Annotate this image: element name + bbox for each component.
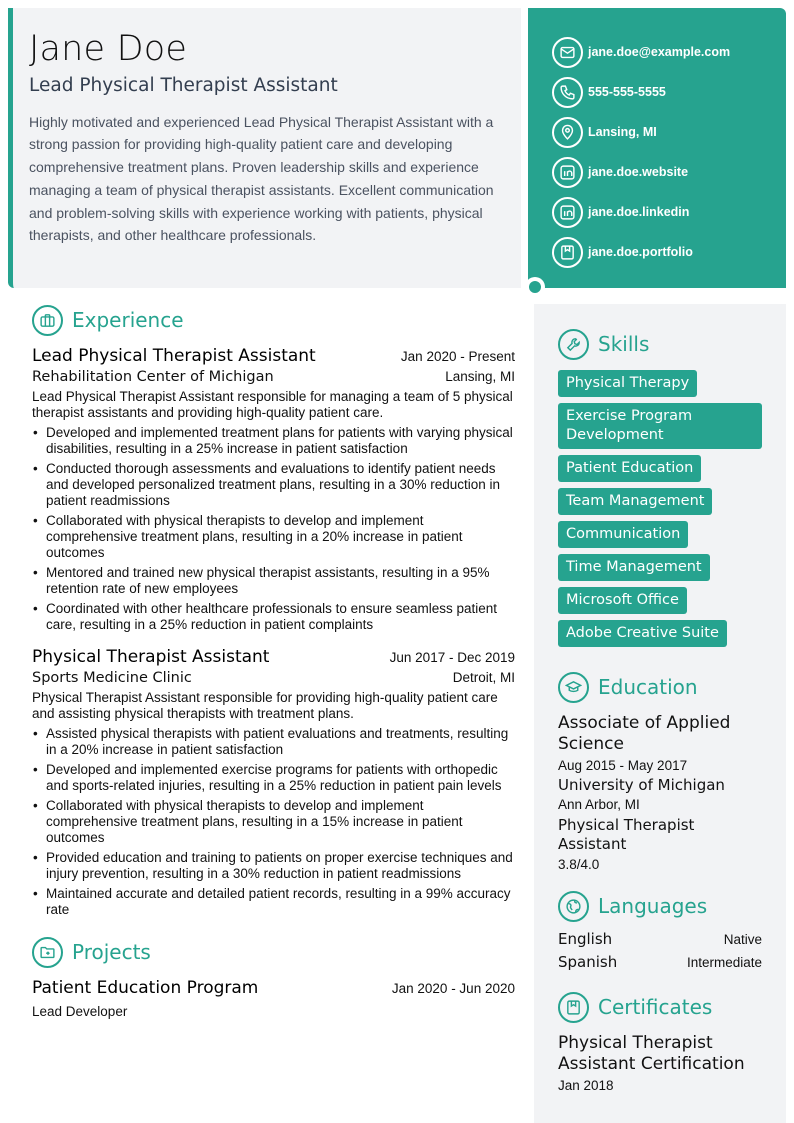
location-icon: [552, 117, 583, 148]
contact-panel: [528, 8, 786, 288]
list-item: • Maintained accurate and detailed patient records, resulting in a 99% accuracy rate: [32, 886, 515, 918]
skill-chip: Microsoft Office: [558, 587, 687, 614]
skill-chip: Physical Therapy: [558, 370, 697, 397]
language-level: Native: [723, 932, 762, 947]
skills-list: [558, 370, 762, 653]
list-item: • Collaborated with physical therapists to develop and implement comprehensive treatment plans, resulting in a 20% increase in patient outcomes: [32, 513, 515, 561]
language-row: [558, 930, 762, 948]
education-school: University of Michigan: [558, 776, 725, 794]
skills-heading: [558, 326, 762, 362]
experience-heading: [32, 302, 515, 338]
main-column: [32, 302, 515, 1020]
sidebar: [534, 304, 786, 1123]
header-panel: [8, 8, 521, 288]
graduation-cap-icon: [558, 672, 589, 703]
project-title: Patient Education Program: [32, 978, 259, 998]
linkedin-icon: [552, 157, 583, 188]
job-entry: [32, 346, 515, 633]
list-item: • Provided education and training to patients on proper exercise techniques and injury prevention, resulting in a 30% reduction in patient readmissions: [32, 850, 515, 882]
project-entry: [32, 978, 515, 1020]
portfolio-icon: [552, 237, 583, 268]
linkedin-icon: [552, 197, 583, 228]
candidate-title: Lead Physical Therapist Assistant: [29, 74, 338, 96]
email-icon: [552, 37, 583, 68]
skill-chip: Patient Education: [558, 455, 701, 482]
education-dates: Aug 2015 - May 2017: [558, 758, 688, 773]
list-item: • Collaborated with physical therapists to develop and implement comprehensive treatment plans, resulting in a 15% increase in patient outcomes: [32, 798, 515, 846]
contact-linkedin-text: jane.doe.linkedin: [588, 205, 690, 219]
contact-phone[interactable]: [552, 72, 786, 112]
skill-chip: Team Management: [558, 488, 712, 515]
job-location: Detroit, MI: [452, 670, 515, 685]
certificate-name: Physical Therapist Assistant Certification: [558, 1033, 745, 1074]
certificate-date: Jan 2018: [558, 1078, 614, 1093]
job-description: Lead Physical Therapist Assistant responsible for managing a team of 5 physical therapist assistants and providing high-quality patient care.: [32, 389, 513, 420]
education-degree: Associate of Applied Science: [558, 713, 731, 754]
certificate-icon: [558, 992, 589, 1023]
list-item: • Mentored and trained new physical therapist assistants, resulting in a 95% retention rate of new employees: [32, 565, 515, 597]
education-field: Physical Therapist Assistant: [558, 816, 695, 853]
skill-chip: Communication: [558, 521, 688, 548]
contact-email[interactable]: [552, 32, 786, 72]
list-item: • Coordinated with other healthcare professionals to ensure seamless patient care, resulting in a 25% reduction in patient complaints: [32, 601, 515, 633]
contact-phone-text: 555-555-5555: [588, 85, 666, 99]
summary-text: Highly motivated and experienced Lead Physical Therapist Assistant with a strong passion for providing high-quality patient care and developing comprehensive treatment plans. Proven leadership skills and experience managing a team of physical therapist assistants. Excellent communication and problem-solving skills with experience working with patients, physical therapists, and other healthcare professionals.: [29, 113, 494, 244]
job-location: Lansing, MI: [445, 369, 515, 384]
phone-icon: [552, 77, 583, 108]
experience-title: Experience: [72, 308, 184, 332]
skills-title: Skills: [598, 332, 650, 356]
wrench-icon: [558, 329, 589, 360]
job-title: Physical Therapist Assistant: [32, 647, 270, 667]
education-title: Education: [598, 675, 698, 699]
contact-location: [552, 112, 786, 152]
projects-heading: [32, 934, 515, 970]
education-gpa: 3.8/4.0: [558, 857, 600, 872]
education-heading: [558, 669, 762, 705]
contact-location-text: Lansing, MI: [588, 125, 657, 139]
folder-icon: [32, 937, 63, 968]
globe-icon: [558, 891, 589, 922]
language-name: English: [558, 930, 613, 948]
candidate-name: Jane Doe: [29, 29, 188, 69]
job-title: Lead Physical Therapist Assistant: [32, 346, 316, 366]
contact-portfolio[interactable]: [552, 232, 786, 272]
contact-email-text: jane.doe@example.com: [588, 45, 731, 59]
project-date: Jan 2020 - Jun 2020: [391, 981, 515, 996]
skill-chip: Exercise Program Development: [558, 403, 762, 449]
project-role: Lead Developer: [32, 1004, 128, 1019]
certificates-title: Certificates: [598, 995, 713, 1019]
list-item: • Developed and implemented treatment plans for patients with varying physical disabilities, resulting in a 25% increase in patient satisfaction: [32, 425, 515, 457]
contact-linkedin[interactable]: [552, 192, 786, 232]
list-item: • Conducted thorough assessments and evaluations to identify patient needs and developed personalized treatment plans, resulting in a 30% reduction in patient readmissions: [32, 461, 515, 509]
languages-heading: [558, 888, 762, 924]
language-level: Intermediate: [686, 955, 762, 970]
skill-chip: Time Management: [558, 554, 710, 581]
contact-portfolio-text: jane.doe.portfolio: [588, 245, 693, 259]
list-item: • Assisted physical therapists with patient evaluations and treatments, resulting in a 20% increase in patient satisfaction: [32, 726, 515, 758]
job-company: Sports Medicine Clinic: [32, 670, 192, 686]
education-location: Ann Arbor, MI: [558, 797, 640, 812]
skill-chip: Adobe Creative Suite: [558, 620, 727, 647]
job-entry: [32, 647, 515, 918]
contact-website[interactable]: [552, 152, 786, 192]
job-company: Rehabilitation Center of Michigan: [32, 369, 274, 385]
briefcase-icon: [32, 305, 63, 336]
language-row: [558, 953, 762, 971]
languages-title: Languages: [598, 894, 708, 918]
contact-website-text: jane.doe.website: [588, 165, 689, 179]
certificates-heading: [558, 989, 762, 1025]
language-name: Spanish: [558, 953, 618, 971]
job-bullets: [32, 726, 515, 918]
job-description: Physical Therapist Assistant responsible for providing high-quality patient care and assisting physical therapists with treatment plans.: [32, 690, 498, 721]
projects-title: Projects: [72, 940, 151, 964]
job-date: Jun 2017 - Dec 2019: [389, 650, 515, 665]
list-item: • Developed and implemented exercise programs for patients with orthopedic and sports-related injuries, resulting in a 25% reduction in patient pain levels: [32, 762, 515, 794]
job-date: Jan 2020 - Present: [400, 349, 515, 364]
decorative-dot: [525, 277, 545, 297]
job-bullets: [32, 425, 515, 633]
